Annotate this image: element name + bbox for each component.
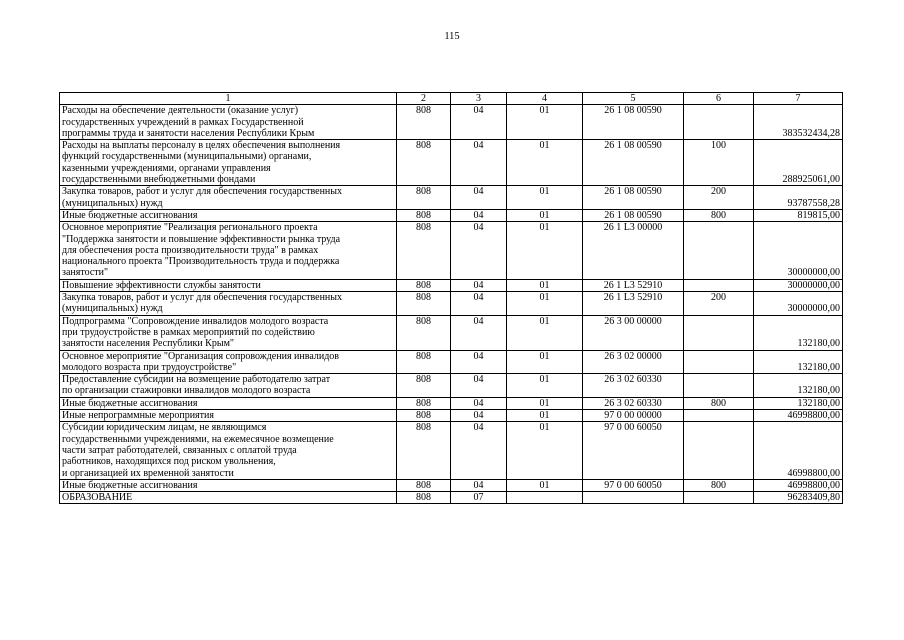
- vr-cell: [684, 374, 754, 398]
- row-name-line: и организацией их временной занятости: [62, 467, 234, 479]
- column-header-3: 3: [451, 93, 507, 105]
- row-name-cell: [60, 186, 397, 210]
- rz-cell: 04: [451, 374, 507, 398]
- row-name-line: Закупка товаров, работ и услуг для обеспечения государственных: [62, 292, 343, 304]
- row-name-line: молодого возраста при трудоустройстве": [62, 361, 237, 373]
- table-row: [60, 222, 843, 279]
- pr-cell: 01: [507, 105, 583, 140]
- table-row: [60, 492, 843, 504]
- pr-cell: 01: [507, 186, 583, 210]
- row-name-cell: [60, 222, 397, 279]
- gr-cell: 808: [397, 374, 451, 398]
- row-name-cell: [60, 397, 397, 409]
- gr-cell: 808: [397, 105, 451, 140]
- table-row: [60, 410, 843, 422]
- amount-cell: 30000000,00: [754, 292, 843, 316]
- row-name-line: при трудоустройстве в рамках мероприятий по содействию: [62, 326, 315, 338]
- table-row: [60, 350, 843, 374]
- rz-cell: 04: [451, 315, 507, 350]
- amount-cell: 288925061,00: [754, 140, 843, 186]
- gr-cell: 808: [397, 279, 451, 291]
- rz-cell: 04: [451, 422, 507, 479]
- column-header-6: 6: [684, 93, 754, 105]
- vr-cell: [684, 279, 754, 291]
- rz-cell: 04: [451, 279, 507, 291]
- gr-cell: 808: [397, 422, 451, 479]
- row-name-cell: [60, 315, 397, 350]
- row-name-line: работников, находящихся под риском увольнения,: [62, 456, 276, 468]
- column-header-1: 1: [60, 93, 397, 105]
- vr-cell: 800: [684, 209, 754, 221]
- row-name-line: Расходы на обеспечение деятельности (оказание услуг): [62, 105, 299, 117]
- table-row: [60, 397, 843, 409]
- pr-cell: 01: [507, 374, 583, 398]
- gr-cell: 808: [397, 410, 451, 422]
- amount-cell: 30000000,00: [754, 222, 843, 279]
- table-row: [60, 374, 843, 398]
- vr-cell: [684, 350, 754, 374]
- amount-cell: 819815,00: [754, 209, 843, 221]
- column-header-2: 2: [397, 93, 451, 105]
- gr-cell: 808: [397, 292, 451, 316]
- page-number: 115: [444, 31, 460, 42]
- row-name-cell: [60, 422, 397, 479]
- table-row: [60, 292, 843, 316]
- rz-cell: 04: [451, 292, 507, 316]
- pr-cell: 01: [507, 397, 583, 409]
- rz-cell: 04: [451, 140, 507, 186]
- csr-cell: 26 1 08 00590: [583, 186, 684, 210]
- row-name-cell: [60, 410, 397, 422]
- column-header-5: 5: [583, 93, 684, 105]
- csr-cell: 26 3 00 00000: [583, 315, 684, 350]
- csr-cell: 97 0 00 60050: [583, 422, 684, 479]
- csr-cell: 26 3 02 60330: [583, 374, 684, 398]
- table-row: [60, 140, 843, 186]
- table-row: [60, 209, 843, 221]
- row-name-line: по организации стажировки инвалидов молодого возраста: [62, 385, 311, 397]
- row-name-line: Повышение эффективности службы занятости: [62, 279, 261, 291]
- row-name-line: Предоставление субсидии на возмещение работодателю затрат: [62, 374, 331, 386]
- csr-cell: 26 1 08 00590: [583, 209, 684, 221]
- csr-cell: 26 1 L3 52910: [583, 292, 684, 316]
- rz-cell: 04: [451, 222, 507, 279]
- csr-cell: 97 0 00 60050: [583, 479, 684, 491]
- csr-cell: 26 1 08 00590: [583, 105, 684, 140]
- vr-cell: [684, 105, 754, 140]
- row-name-line: национального проекта "Производительность труда и поддержка: [62, 256, 340, 268]
- vr-cell: [684, 422, 754, 479]
- pr-cell: 01: [507, 222, 583, 279]
- column-header-7: 7: [754, 93, 843, 105]
- row-name-cell: [60, 105, 397, 140]
- row-name-line: Подпрограмма "Сопровождение инвалидов молодого возраста: [62, 315, 329, 327]
- amount-cell: 132180,00: [754, 374, 843, 398]
- row-name-line: государственными учреждениями, на ежемесячное возмещение: [62, 433, 334, 445]
- rz-cell: 04: [451, 209, 507, 221]
- row-name-cell: [60, 209, 397, 221]
- gr-cell: 808: [397, 492, 451, 504]
- csr-cell: 26 1 L3 00000: [583, 222, 684, 279]
- row-name-cell: [60, 492, 397, 504]
- rz-cell: 04: [451, 350, 507, 374]
- row-name-cell: [60, 292, 397, 316]
- row-name-line: Расходы на выплаты персоналу в целях обеспечения выполнения: [62, 140, 341, 152]
- row-name-line: государственными внебюджетными фондами: [62, 174, 256, 186]
- table-row: [60, 186, 843, 210]
- pr-cell: 01: [507, 350, 583, 374]
- gr-cell: 808: [397, 479, 451, 491]
- table-row: [60, 422, 843, 479]
- csr-cell: 97 0 00 00000: [583, 410, 684, 422]
- row-name-line: Иные бюджетные ассигнования: [62, 209, 198, 221]
- row-name-line: ОБРАЗОВАНИЕ: [62, 492, 133, 504]
- gr-cell: 808: [397, 140, 451, 186]
- row-name-line: Иные бюджетные ассигнования: [62, 397, 198, 409]
- csr-cell: 26 1 08 00590: [583, 140, 684, 186]
- gr-cell: 808: [397, 315, 451, 350]
- gr-cell: 808: [397, 222, 451, 279]
- row-name-line: Иные бюджетные ассигнования: [62, 479, 198, 491]
- pr-cell: [507, 492, 583, 504]
- rz-cell: 04: [451, 105, 507, 140]
- gr-cell: 808: [397, 209, 451, 221]
- rz-cell: 04: [451, 186, 507, 210]
- row-name-line: программы труда и занятости населения Республики Крым: [62, 127, 315, 139]
- vr-cell: 800: [684, 397, 754, 409]
- table-row: [60, 279, 843, 291]
- row-name-line: казенными учреждениями, органами управления: [62, 162, 271, 174]
- rz-cell: 04: [451, 397, 507, 409]
- table-row: [60, 105, 843, 140]
- amount-cell: 132180,00: [754, 397, 843, 409]
- table-row: [60, 479, 843, 491]
- row-name-line: занятости населения Республики Крым": [62, 338, 234, 350]
- gr-cell: 808: [397, 397, 451, 409]
- row-name-line: функций государственными (муниципальными) органами,: [62, 151, 312, 163]
- amount-cell: 93787558,28: [754, 186, 843, 210]
- row-name-line: Основное мероприятие "Организация сопровождения инвалидов: [62, 350, 340, 362]
- pr-cell: 01: [507, 140, 583, 186]
- row-name-line: Закупка товаров, работ и услуг для обеспечения государственных: [62, 186, 343, 198]
- table-row: [60, 315, 843, 350]
- row-name-line: Субсидии юридическим лицам, не являющимся: [62, 422, 267, 434]
- row-name-line: для обеспечения роста производительности труда" в рамках: [62, 244, 319, 256]
- vr-cell: 200: [684, 186, 754, 210]
- amount-cell: 132180,00: [754, 315, 843, 350]
- vr-cell: 800: [684, 479, 754, 491]
- row-name-line: (муниципальных) нужд: [62, 303, 163, 315]
- gr-cell: 808: [397, 350, 451, 374]
- pr-cell: 01: [507, 209, 583, 221]
- pr-cell: 01: [507, 479, 583, 491]
- amount-cell: 46998800,00: [754, 422, 843, 479]
- column-header-4: 4: [507, 93, 583, 105]
- rz-cell: 04: [451, 410, 507, 422]
- amount-cell: 383532434,28: [754, 105, 843, 140]
- amount-cell: 132180,00: [754, 350, 843, 374]
- pr-cell: 01: [507, 279, 583, 291]
- table-header-row: [60, 93, 843, 105]
- row-name-cell: [60, 374, 397, 398]
- csr-cell: 26 3 02 60330: [583, 397, 684, 409]
- gr-cell: 808: [397, 186, 451, 210]
- rz-cell: 07: [451, 492, 507, 504]
- row-name-line: (муниципальных) нужд: [62, 197, 163, 209]
- budget-table: [59, 92, 843, 504]
- csr-cell: [583, 492, 684, 504]
- amount-cell: 30000000,00: [754, 279, 843, 291]
- row-name-line: Основное мероприятие "Реализация регионального проекта: [62, 222, 318, 234]
- vr-cell: [684, 492, 754, 504]
- amount-cell: 46998800,00: [754, 479, 843, 491]
- vr-cell: [684, 222, 754, 279]
- amount-cell: 46998800,00: [754, 410, 843, 422]
- pr-cell: 01: [507, 410, 583, 422]
- row-name-line: "Поддержка занятости и повышение эффективности рынка труда: [62, 233, 341, 245]
- amount-cell: 96283409,80: [754, 492, 843, 504]
- pr-cell: 01: [507, 292, 583, 316]
- row-name-cell: [60, 279, 397, 291]
- pr-cell: 01: [507, 422, 583, 479]
- vr-cell: [684, 315, 754, 350]
- rz-cell: 04: [451, 479, 507, 491]
- csr-cell: 26 3 02 00000: [583, 350, 684, 374]
- row-name-cell: [60, 350, 397, 374]
- pr-cell: 01: [507, 315, 583, 350]
- vr-cell: 100: [684, 140, 754, 186]
- row-name-line: Иные непрограммные мероприятия: [62, 410, 214, 422]
- row-name-line: государственных учреждений в рамках Государственной: [62, 116, 304, 128]
- row-name-line: занятости": [62, 267, 109, 279]
- row-name-cell: [60, 140, 397, 186]
- row-name-line: части затрат работодателей, связанных с оплатой труда: [62, 444, 297, 456]
- csr-cell: 26 1 L3 52910: [583, 279, 684, 291]
- row-name-cell: [60, 479, 397, 491]
- vr-cell: [684, 410, 754, 422]
- vr-cell: 200: [684, 292, 754, 316]
